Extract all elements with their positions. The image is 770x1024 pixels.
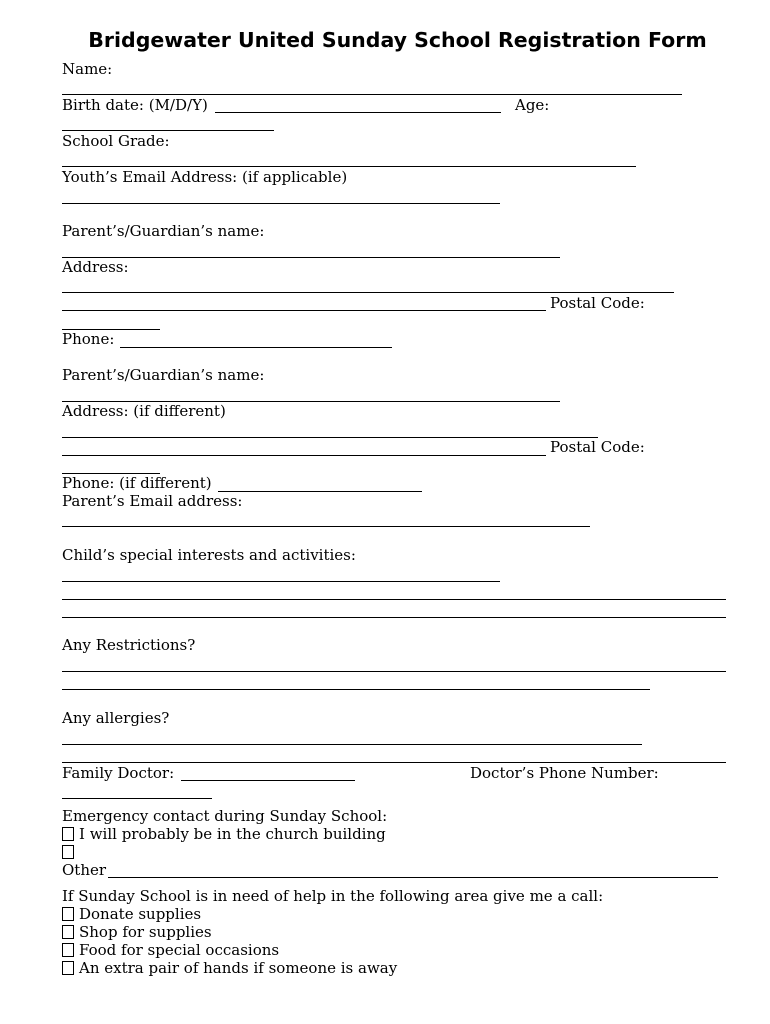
family-doctor-label: Family Doctor:	[62, 764, 175, 782]
donate-supplies-checkbox[interactable]	[62, 907, 74, 921]
name-label: Name:	[62, 60, 113, 78]
food-checkbox[interactable]	[62, 943, 74, 957]
postal-code2-label: Postal Code:	[550, 438, 645, 456]
address-field-line2[interactable]	[62, 310, 546, 311]
address2-field-line2[interactable]	[62, 455, 546, 456]
school-grade-field[interactable]	[62, 166, 636, 167]
name-field[interactable]	[62, 94, 682, 95]
emergency-option-church[interactable]	[62, 825, 386, 843]
youth-email-field[interactable]	[62, 203, 500, 204]
blank-checkbox[interactable]	[62, 845, 74, 859]
parent2-name-label: Parent’s/Guardian’s name:	[62, 366, 265, 384]
extra-hands-checkbox[interactable]	[62, 961, 74, 975]
address-if-different-label: Address: (if different)	[62, 402, 226, 420]
age-field[interactable]	[62, 130, 274, 131]
child-interests-field-line2[interactable]	[62, 599, 726, 600]
postal-code-label: Postal Code:	[550, 294, 645, 312]
parent-email-label: Parent’s Email address:	[62, 492, 243, 510]
help-option-donate[interactable]	[62, 905, 201, 923]
extra-hands-label: An extra pair of hands if someone is away	[79, 959, 398, 977]
family-doctor-field[interactable]	[181, 780, 355, 781]
emergency-option-blank[interactable]	[62, 843, 79, 861]
donate-supplies-label: Donate supplies	[79, 905, 202, 923]
doctor-phone-field[interactable]	[62, 798, 212, 799]
form-title: Bridgewater United Sunday School Registration Form	[88, 28, 707, 52]
shop-supplies-checkbox[interactable]	[62, 925, 74, 939]
food-label: Food for special occasions	[79, 941, 280, 959]
help-option-shop[interactable]	[62, 923, 212, 941]
other-label: Other	[62, 861, 107, 879]
allergies-field-line1[interactable]	[62, 744, 642, 745]
allergies-field-line2[interactable]	[62, 762, 726, 763]
restrictions-field-line1[interactable]	[62, 671, 726, 672]
parent1-name-field[interactable]	[62, 257, 560, 258]
age-label: Age:	[515, 96, 550, 114]
help-option-food[interactable]	[62, 941, 279, 959]
church-building-option-label: I will probably be in the church building	[79, 825, 386, 843]
allergies-label: Any allergies?	[62, 709, 170, 727]
school-grade-label: School Grade:	[62, 132, 170, 150]
emergency-label: Emergency contact during Sunday School:	[62, 807, 388, 825]
parent-email-field[interactable]	[62, 526, 590, 527]
child-interests-field-line1[interactable]	[62, 581, 500, 582]
address-label: Address:	[62, 258, 129, 276]
birth-date-field[interactable]	[215, 112, 501, 113]
phone2-field[interactable]	[218, 491, 422, 492]
restrictions-label: Any Restrictions?	[62, 636, 196, 654]
shop-supplies-label: Shop for supplies	[79, 923, 212, 941]
help-option-extra-hands[interactable]	[62, 959, 397, 977]
parent1-name-label: Parent’s/Guardian’s name:	[62, 222, 265, 240]
help-label: If Sunday School is in need of help in the following area give me a call:	[62, 887, 604, 905]
doctor-phone-label: Doctor’s Phone Number:	[470, 764, 659, 782]
phone-field[interactable]	[120, 347, 392, 348]
phone-label: Phone:	[62, 330, 115, 348]
child-interests-label: Child’s special interests and activities:	[62, 546, 356, 564]
child-interests-field-line3[interactable]	[62, 617, 726, 618]
birth-date-label: Birth date: (M/D/Y)	[62, 96, 208, 114]
other-field[interactable]	[108, 877, 718, 878]
address-field-line1[interactable]	[62, 292, 674, 293]
phone-if-different-label: Phone: (if different)	[62, 474, 212, 492]
restrictions-field-line2[interactable]	[62, 689, 650, 690]
address2-field-line1[interactable]	[62, 437, 598, 438]
church-building-checkbox[interactable]	[62, 827, 74, 841]
youth-email-label: Youth’s Email Address: (if applicable)	[62, 168, 348, 186]
